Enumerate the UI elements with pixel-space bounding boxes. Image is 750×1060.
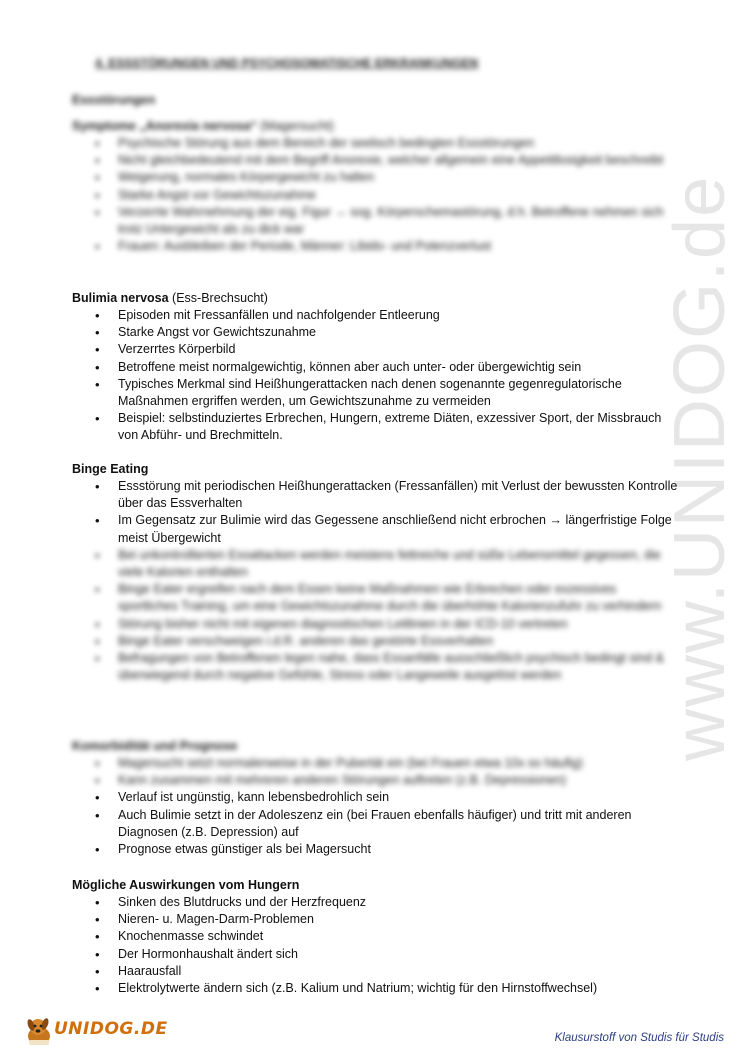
list-item: • Starke Angst vor Gewichtszunahme [72, 324, 678, 341]
list-item: • Störung bisher nicht mit eigenen diagnostischen Leitlinien in der ICD-10 vertreten [72, 616, 678, 633]
list-item: • Verzerrte Wahrnehmung der eig. Figur → sog. Körperschemastörung, d.h. Betroffene nehmen sich trotz Untergewicht als zu dick war [72, 204, 678, 238]
page-footer [0, 1000, 750, 1060]
bullet-list [72, 789, 678, 858]
unidog-logo[interactable] [22, 1014, 182, 1050]
list-item: • Weigerung, normales Körpergewicht zu halten [72, 169, 678, 186]
list-item: • Elektrolytwerte ändern sich (z.B. Kalium und Natrium; wichtig für den Hirnstoffwechsel) [72, 980, 678, 997]
list-item: • Bei unkontrollierten Essattacken werden meistens fettreiche und süße Lebensmittel gegessen, die viele Kalorien enthalten [72, 547, 678, 581]
list-item: • Im Gegensatz zur Bulimie wird das Gegessene anschließend nicht erbrochen → längerfristige Folge meist Übergewicht [72, 512, 678, 546]
section-heading [72, 877, 678, 894]
section-auswirkungen [72, 877, 678, 997]
list-item: • Psychische Störung aus dem Bereich der seelisch bedingten Essstörungen [72, 135, 678, 152]
section-heading-text: Symptome „Anorexia nervosa“ [72, 119, 257, 133]
bullet-list-blurred [72, 547, 678, 685]
list-item: • Nicht gleichbedeutend mit dem Begriff Anorexie, welcher allgemein eine Appetitlosigkeit beschreibt [72, 152, 678, 169]
section-heading [72, 118, 678, 135]
list-item: • Der Hormonhaushalt ändert sich [72, 946, 678, 963]
bullet-list [72, 894, 678, 997]
list-item: • Binge Eater verschweigen i.d.R. anderen das gestörte Essverhalten [72, 633, 678, 650]
list-item: • Prognose etwas günstiger als bei Magersucht [72, 841, 678, 858]
section-heading [72, 738, 678, 755]
list-item: • Betroffene meist normalgewichtig, können aber auch unter- oder übergewichtig sein [72, 359, 678, 376]
section-heading-text: Mögliche Auswirkungen vom Hungern [72, 878, 300, 892]
section-heading [72, 461, 678, 478]
list-item: • Kann zusammen mit mehreren anderen Störungen auftreten (z.B. Depressionen) [72, 772, 678, 789]
list-item: • Typisches Merkmal sind Heißhungerattacken nach denen sogenannte gegenregulatorische Maßnahmen ergriffen werden, um Gewichtszunahme zu vermeiden [72, 376, 678, 410]
bullet-list [72, 478, 678, 547]
logo-text: UNIDOG.DE [54, 1019, 168, 1039]
list-item: • Episoden mit Fressanfällen und nachfolgender Entleerung [72, 307, 678, 324]
section-heading-text: Essstörungen [72, 93, 156, 107]
list-item: • Sinken des Blutdrucks und der Herzfrequenz [72, 894, 678, 911]
list-item: • Befragungen von Betroffenen legen nahe, dass Essanfälle ausschließlich psychisch bedingt sind & überwiegend durch negative Gefühle, Stress oder Langeweile ausgelöst werden [72, 650, 678, 684]
section-bulimia [72, 290, 678, 445]
bullet-list-blurred [72, 755, 678, 789]
list-item: • Magersucht setzt normalerweise in der Pubertät ein (bei Frauen etwa 10x so häufig) [72, 755, 678, 772]
section-heading [72, 290, 678, 307]
list-item: • Haarausfall [72, 963, 678, 980]
section-anorexia [72, 118, 678, 255]
section-heading-text: Komorbidität und Prognose [72, 739, 238, 753]
list-item: • Verzerrtes Körperbild [72, 341, 678, 358]
section-binge-eating [72, 461, 678, 684]
list-item: • Auch Bulimie setzt in der Adoleszenz ein (bei Frauen ebenfalls häufiger) und tritt mit anderen Diagnosen (z.B. Depression) auf [72, 807, 678, 841]
section-heading-extra: (Magersucht) [256, 119, 334, 133]
bullet-list [72, 135, 678, 255]
chapter-title: 4. ESSSTÖRUNGEN UND PSYCHOSOMATISCHE ERKRANKUNGEN [95, 56, 479, 70]
footer-slogan: Klausurstoff von Studis für Studis [554, 1032, 724, 1044]
list-item: • Nieren- u. Magen-Darm-Problemen [72, 911, 678, 928]
section-heading-text: Binge Eating [72, 462, 149, 476]
section-heading-extra: (Ess-Brechsucht) [168, 291, 268, 305]
list-item: • Starke Angst vor Gewichtszunahme [72, 187, 678, 204]
watermark-text: www.UNIDOG.de [660, 174, 740, 761]
section-komorbiditaet [72, 738, 678, 858]
section-heading [72, 92, 155, 109]
list-item: • Essstörung mit periodischen Heißhungerattacken (Fressanfällen) mit Verlust der bewussten Kontrolle über das Essverhalten [72, 478, 678, 512]
list-item: • Verlauf ist ungünstig, kann lebensbedrohlich sein [72, 789, 678, 806]
list-item: • Binge Eater ergreifen nach dem Essen keine Maßnahmen wie Erbrechen oder exzessives sportliches Training, um eine Gewichtszunahme durch die überhöhte Kalorienzufuhr zu verhindern [72, 581, 678, 615]
list-item: • Knochenmasse schwindet [72, 928, 678, 945]
section-essstoerungen [72, 92, 155, 109]
dog-icon [22, 1014, 56, 1048]
list-item: • Beispiel: selbstinduziertes Erbrechen, Hungern, extreme Diäten, exzessiver Sport, der Missbrauch von Abführ- und Brechmitteln. [72, 410, 678, 444]
section-heading-text: Bulimia nervosa [72, 291, 169, 305]
list-item: • Frauen: Ausbleiben der Periode, Männer: Libido- und Potenzverlust [72, 238, 678, 255]
bullet-list [72, 307, 678, 445]
